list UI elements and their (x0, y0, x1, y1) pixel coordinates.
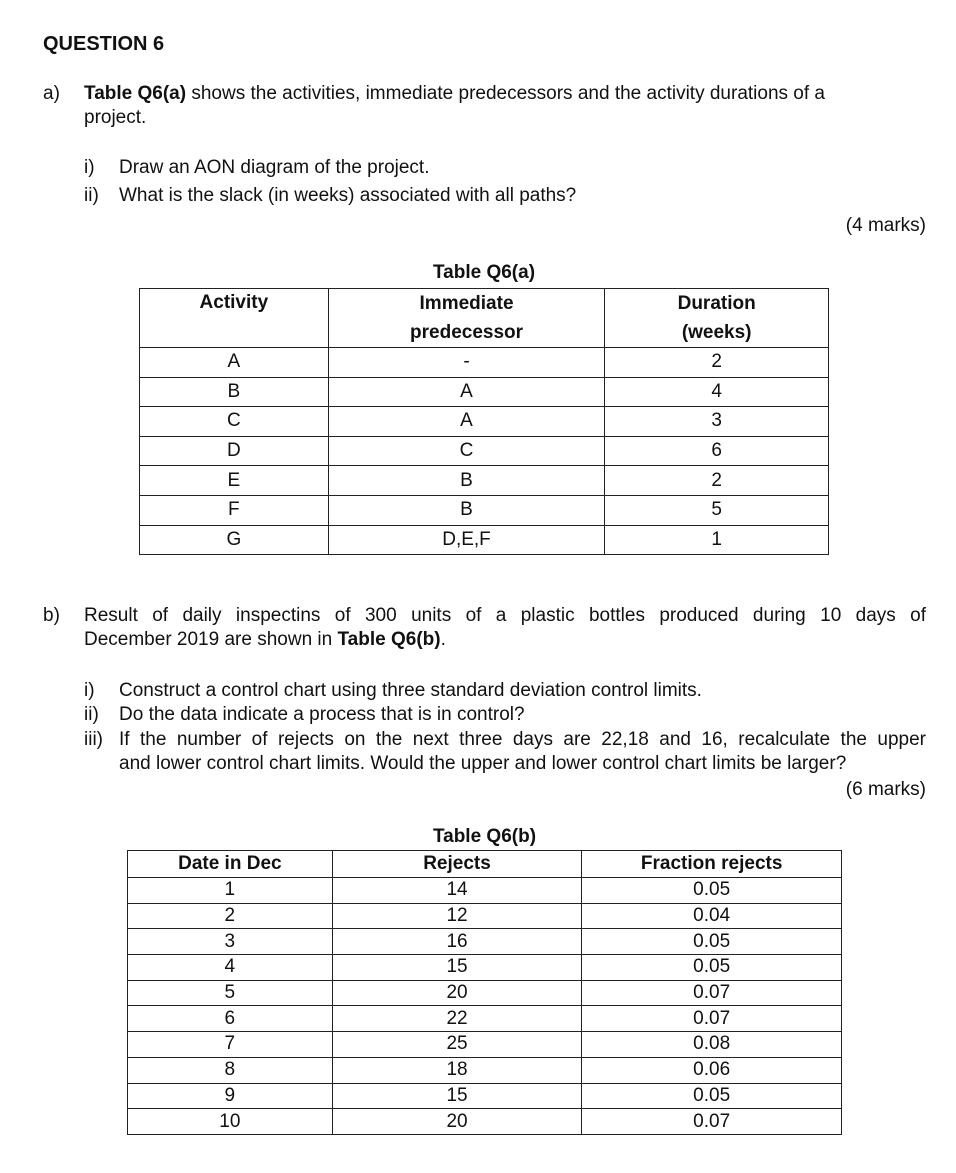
q6b-cell-date: 6 (128, 1006, 333, 1032)
part-a-item-num-2: ii) (84, 185, 99, 206)
q6b-cell-fraction: 0.05 (582, 929, 842, 955)
q6b-cell-rejects: 15 (332, 955, 582, 981)
q6a-cell-activity: C (140, 407, 329, 437)
q6a-cell-duration: 3 (605, 407, 829, 437)
q6a-cell-predecessor: C (328, 436, 605, 466)
q6b-cell-date: 7 (128, 1032, 333, 1058)
q6a-cell-duration: 1 (605, 525, 829, 555)
q6b-cell-date: 2 (128, 903, 333, 929)
q6b-cell-fraction: 0.07 (582, 980, 842, 1006)
q6a-cell-activity: B (140, 377, 329, 407)
part-b-item-text-3: If the number of rejects on the next three days are 22,18 and 16, recalculate the upper and lower control chart limits. Would the upper and lower control chart limits be larger? (119, 729, 926, 774)
q6a-cell-duration: 5 (605, 495, 829, 525)
table-q6b-header-fraction: Fraction rejects (582, 851, 842, 878)
q6b-cell-fraction: 0.06 (582, 1057, 842, 1083)
part-a-marks: (4 marks) (845, 215, 926, 236)
table-row (128, 980, 842, 1006)
table-q6b-header-row (128, 851, 842, 878)
q6b-cell-rejects: 20 (332, 1109, 582, 1135)
part-b-intro-pre: December 2019 are shown in (84, 629, 338, 650)
part-b-intro (84, 604, 926, 652)
table-q6a-header-predecessor: Immediate predecessor (328, 289, 605, 348)
q6a-cell-duration: 6 (605, 436, 829, 466)
part-b-marker: b) (43, 605, 60, 626)
q6b-cell-date: 9 (128, 1083, 333, 1109)
q6a-cell-predecessor: B (328, 495, 605, 525)
q6b-cell-fraction: 0.07 (582, 1006, 842, 1032)
question-title: QUESTION 6 (43, 33, 165, 55)
table-row (140, 377, 829, 407)
q6a-cell-predecessor: - (328, 348, 605, 378)
part-b-marks: (6 marks) (845, 779, 926, 800)
q6b-cell-date: 8 (128, 1057, 333, 1083)
q6a-cell-predecessor: A (328, 377, 605, 407)
table-q6b-ref: Table Q6(b) (337, 629, 441, 650)
table-q6a-header-activity: Activity (140, 289, 329, 348)
part-b-item-num-3: iii) (84, 729, 103, 750)
table-row (128, 929, 842, 955)
table-row (128, 903, 842, 929)
part-b-intro-line1: Result of daily inspectins of 300 units of a plastic bottles produced during 10 days of (84, 605, 926, 626)
table-q6b-header-rejects: Rejects (332, 851, 582, 878)
q6a-cell-duration: 2 (605, 348, 829, 378)
part-b-item-num-2: ii) (84, 704, 99, 725)
part-a-intro-text: shows the activities, immediate predecessors and the activity durations of a (186, 83, 825, 104)
q6a-cell-duration: 2 (605, 466, 829, 496)
q6b-cell-date: 10 (128, 1109, 333, 1135)
q6b-cell-fraction: 0.07 (582, 1109, 842, 1135)
table-row (128, 1083, 842, 1109)
part-a-intro-line2: project. (84, 107, 147, 128)
q6b-cell-date: 3 (128, 929, 333, 955)
part-b-item-text-2: Do the data indicate a process that is in control? (119, 704, 525, 725)
table-row (128, 1109, 842, 1135)
table-q6a-header-row (140, 289, 829, 348)
table-row (128, 1032, 842, 1058)
q6a-cell-duration: 4 (605, 377, 829, 407)
table-row (128, 1057, 842, 1083)
q6b-cell-fraction: 0.05 (582, 878, 842, 904)
q6b-cell-rejects: 12 (332, 903, 582, 929)
part-a-item-num-1: i) (84, 157, 95, 178)
q6b-cell-fraction: 0.04 (582, 903, 842, 929)
table-q6b (127, 850, 842, 1135)
q6b-cell-fraction: 0.05 (582, 1083, 842, 1109)
part-a-item-text-2: What is the slack (in weeks) associated with all paths? (119, 185, 577, 206)
q6b-cell-rejects: 18 (332, 1057, 582, 1083)
table-q6a-caption: Table Q6(a) (432, 262, 536, 283)
q6b-cell-fraction: 0.05 (582, 955, 842, 981)
part-a-intro (84, 82, 926, 130)
table-row (128, 878, 842, 904)
q6a-cell-activity: F (140, 495, 329, 525)
table-q6a-ref: Table Q6(a) (84, 83, 187, 104)
q6b-cell-rejects: 22 (332, 1006, 582, 1032)
q6b-cell-rejects: 15 (332, 1083, 582, 1109)
q6a-cell-activity: A (140, 348, 329, 378)
q6b-cell-rejects: 25 (332, 1032, 582, 1058)
table-row (140, 495, 829, 525)
table-row (128, 1006, 842, 1032)
q6b-cell-date: 5 (128, 980, 333, 1006)
table-q6b-header-date: Date in Dec (128, 851, 333, 878)
table-row (140, 407, 829, 437)
q6b-cell-fraction: 0.08 (582, 1032, 842, 1058)
table-row (140, 525, 829, 555)
table-row (128, 955, 842, 981)
table-q6b-caption: Table Q6(b) (432, 826, 537, 847)
part-b-item-text-1: Construct a control chart using three standard deviation control limits. (119, 680, 702, 701)
q6a-cell-predecessor: B (328, 466, 605, 496)
q6a-cell-activity: E (140, 466, 329, 496)
q6b-cell-rejects: 20 (332, 980, 582, 1006)
table-row (140, 348, 829, 378)
part-b-intro-post: . (440, 629, 446, 650)
table-q6a (139, 288, 829, 555)
table-row (140, 436, 829, 466)
q6a-cell-activity: D (140, 436, 329, 466)
q6b-cell-rejects: 16 (332, 929, 582, 955)
q6b-cell-date: 4 (128, 955, 333, 981)
part-a-item-text-1: Draw an AON diagram of the project. (119, 157, 430, 178)
q6a-cell-predecessor: A (328, 407, 605, 437)
q6b-cell-rejects: 14 (332, 878, 582, 904)
table-q6a-header-duration: Duration (weeks) (605, 289, 829, 348)
table-row (140, 466, 829, 496)
q6b-cell-date: 1 (128, 878, 333, 904)
part-b-item-num-1: i) (84, 680, 95, 701)
q6a-cell-activity: G (140, 525, 329, 555)
q6a-cell-predecessor: D,E,F (328, 525, 605, 555)
part-a-marker: a) (43, 83, 60, 104)
